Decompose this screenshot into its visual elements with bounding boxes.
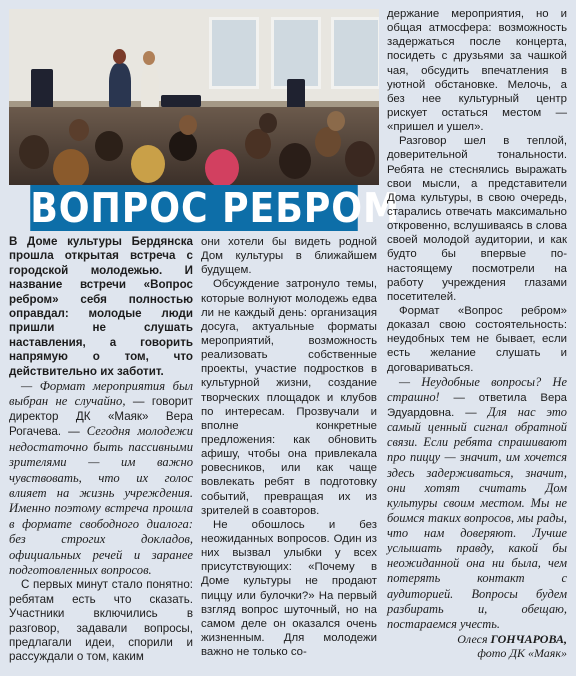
quote-body: Для нас это самый ценный сигнал обратной связи. Если ребята спрашивают про пиццу — значит, им хочется здесь задерживаться, значит, они хотят считать Дом культуры своим местом. Мы не боимся таких вопросов, мы рады, что нам доверяют. Лучше услышать правду, какой бы неожиданной она ни была, чем потерять контакт с аудиторией. Вопросы будем разбирать и, обещаю, постараемся учесть.	[387, 404, 567, 631]
body-paragraph: Разговор шел в теплой, доверительной тональности. Ребята не стеснялись выражать свои мысли, а представители Дома культуры, в свою очередь, старались отвечать максимально откровенно, вслушиваясь в слова своей молодой аудитории, и как будто бы впервые по-настоящему посмотрели на работу учреждения глазами посетителей.	[387, 135, 567, 303]
body-paragraph: Формат «Вопрос ребром» доказал свою состоятельность: неудобных тем не бывает, если есть желание слушать и договариваться.	[387, 304, 567, 374]
lead-paragraph: В Доме культуры Бердянска прошла открытая встреча с городской молодежью. И название встречи «Вопрос ребром» себя полностью оправдал: молодые люди пришли не слушать наставления, а говорить напрямую о том, что действительно их заботит.	[9, 235, 193, 378]
author-last-name: ГОНЧАРОВА,	[490, 632, 567, 647]
quote-attribution: — говорит директор ДК «Маяк» Вера Рогачева. —	[9, 395, 193, 439]
director-quote	[9, 379, 193, 578]
body-paragraph: держание мероприятия, но и общая атмосфера: возможность задержаться после концерта, посидеть с друзьями за чашкой чая, обсудить впечатления в уютной обстановке. Мелочь, а без нее культурный центр рискует остаться местом — «пришел и ушел».	[387, 8, 567, 134]
article-photo	[9, 9, 379, 185]
newspaper-page	[3, 3, 573, 673]
body-paragraph: Не обошлось и без неожиданных вопросов. Один из них вызвал улыбки у всех присутствующих: «Почему в Доме культуры не продают пиццу или булочки?» На первый взгляд вопрос шуточный, но на самом деле он оказался очень жизненным. Для молодежи важно не только со-	[201, 518, 377, 659]
photo-credit: фото ДК «Маяк»	[477, 646, 567, 661]
author-first-name: Олеся	[457, 632, 491, 647]
column-3	[387, 7, 567, 660]
headline: ВОПРОС РЕБРОМ	[30, 184, 400, 232]
column-1	[9, 235, 193, 665]
column-2	[201, 235, 377, 659]
body-paragraph: С первых минут стало понятно: ребятам есть что сказать. Участники включились в разговор, задавали вопросы, предлагали идеи, спорили и рассуждали о том, каким	[9, 578, 193, 664]
director-quote	[387, 375, 567, 632]
body-paragraph: они хотели бы видеть родной Дом культуры в ближайшем будущем.	[201, 236, 377, 277]
quote-intro: — Формат мероприятия был выбран не случайно,	[9, 379, 193, 409]
author-byline	[387, 632, 567, 646]
quote-body: Сегодня молодежи недостаточно быть пассивными зрителями — им важно чувствовать, что их голос влияет на жизнь учреждения. Именно поэтому встреча прошла в формате свободного диалога: без строгих докладов, официальных речей и заранее подготовленных вопросов.	[9, 424, 193, 577]
body-paragraph: Обсуждение затронуло темы, которые волнуют молодежь едва ли не каждый день: организация досуга, актуальные форматы мероприятий, возможность реализовать собственные проекты, участие подростков в культурной жизни, создание творческих площадок и клубов по интересам. Прозвучали и вполне конкретные предложения: как обновить афишу, чтобы она привлекала ровесников, или как чаще вовлекать ребят в подготовку событий, превращая их из зрителей в соавторов.	[201, 278, 377, 517]
quote-intro: — Неудобные вопросы? Не страшно!	[387, 374, 567, 404]
quote-attribution: — ответила Вера Эдуардовна. —	[387, 391, 567, 419]
